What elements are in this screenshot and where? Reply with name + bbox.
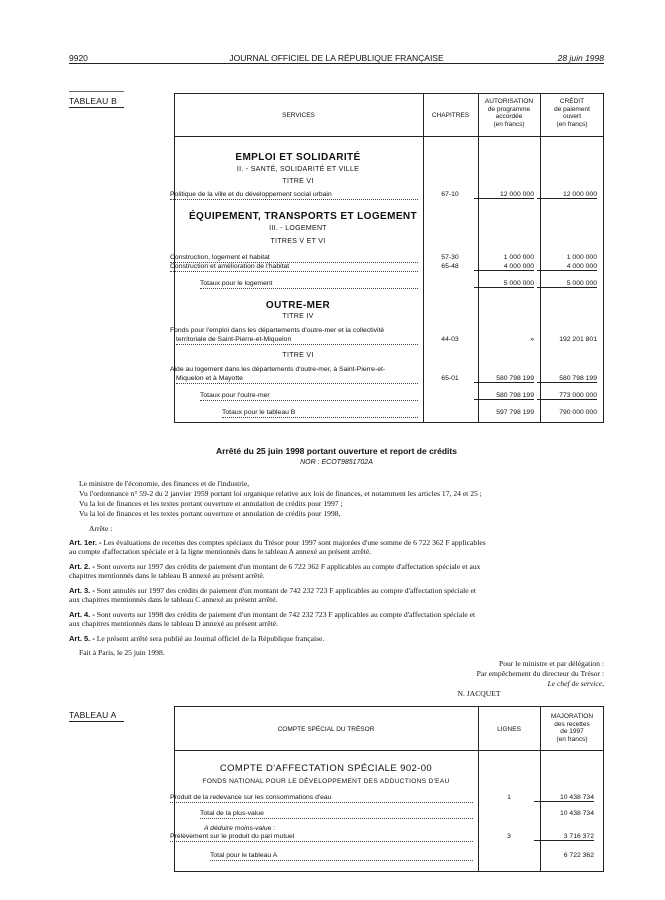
page-number: 9920 [69,53,88,63]
fait-a-paris: Fait à Paris, le 25 juin 1998. [79,648,165,657]
section-emploi-title: EMPLOI ET SOLIDARITÉ [235,152,361,163]
arrete-word: Arrête : [89,524,113,533]
grand-total-b: Totaux pour le tableau B [222,409,418,418]
col-autorisation: AUTORISATION de programme accordée (en francs) [484,98,534,128]
visa-0: Le ministre de l'économie, des finances et de l'industrie, [79,479,250,488]
col-compte: COMPTE SPÉCIAL DU TRÉSOR [277,726,375,733]
article-5: Art. 5. - Le présent arrêté sera publié au Journal officiel de la République française. [69,634,325,643]
header-rule [69,63,604,64]
section-outremer-title: OUTRE-MER [265,300,331,311]
arrete-nor: NOR : ECOT9851702A [300,459,373,466]
compte-subtitle: FONDS NATIONAL POUR LE DÉVELOPPEMENT DES ADDUCTIONS D'EAU [202,778,450,785]
article-2: Art. 2. - Sont ouverts sur 1997 des crédits de paiement d'un montant de 6 722 362 F applicables au compte d'affectation spéciale et aux [69,562,481,571]
col-majoration: MAJORATION des recettes de 1997 (en francs) [550,713,594,743]
signature-line-3: Le chef de service, [547,679,604,688]
tableau-b-label-rule [69,107,124,108]
journal-title: JOURNAL OFFICIEL DE LA RÉPUBLIQUE FRANÇAISE [229,53,444,63]
col-services: SERVICES [282,112,315,119]
article-4: Art. 4. - Sont ouverts sur 1998 des crédits de paiement d'un montant de 742 232 723 F applicables au compte d'affectation spéciale et [69,610,476,619]
total-a: Total pour le tableau A [210,852,473,861]
tableau-a-label-rule [69,721,124,722]
visa-3: Vu la loi de finances et les textes portant ouverture et annulation de crédits pour 1998, [79,509,341,518]
visa-1: Vu l'ordonnance n° 59-2 du 2 janvier 1959 portant loi organique relative aux lois de finances, et notamment les articles 17, 24 et 25 ; [79,489,482,498]
article-3: Art. 3. - Sont annulés sur 1997 des crédits de paiement d'un montant de 742 232 723 F applicables au compte d'affectation spéciale et [69,586,476,595]
tableau-a-label: TABLEAU A [69,710,117,720]
compte-title: COMPTE D'AFFECTATION SPÉCIALE 902-00 [219,763,433,774]
signatory: N. JACQUET [457,689,501,698]
col-chapitres: CHAPITRES [431,112,470,119]
signature-line-1: Pour le ministre et par délégation : [498,659,604,668]
page-date: 28 juin 1998 [557,53,604,63]
visa-2: Vu la loi de finances et les textes portant ouverture et annulation de crédits pour 1997 ; [79,499,343,508]
arrete-title: Arrêté du 25 juin 1998 portant ouverture et report de crédits [216,446,457,456]
section-equipement-title: ÉQUIPEMENT, TRANSPORTS ET LOGEMENT [188,211,418,222]
signature-line-2: Par empêchement du directeur du Trésor : [476,669,604,678]
col-lignes: LIGNES [497,726,521,733]
col-credit: CRÉDIT de paiement ouvert (en francs) [554,98,590,128]
row-politique-ville: Politique de la ville et du développement social urbain [170,191,418,200]
tableau-b-label: TABLEAU B [69,96,117,106]
article-1: Art. 1er. - Les évaluations de recettes des comptes spéciaux du Trésor pour 1997 sont majorées d'une somme de 6 722 362 F applicables [69,538,486,547]
tableau-b-top-rule [69,91,124,92]
